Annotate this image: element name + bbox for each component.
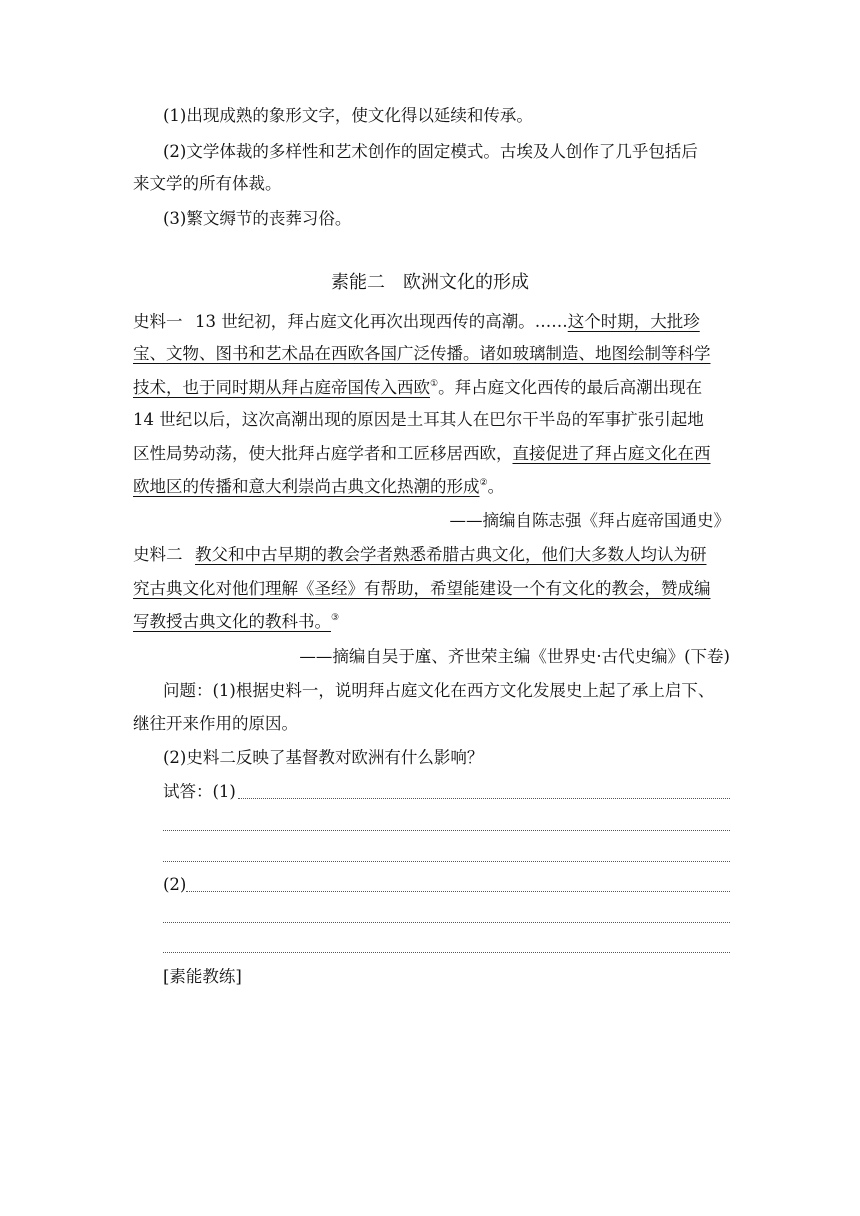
answer-2-blank[interactable]: [186, 891, 730, 892]
section-number: 素能二: [331, 272, 385, 293]
practice-heading: [素能教练]: [163, 967, 242, 986]
answer-2-blank[interactable]: [163, 952, 730, 953]
question-1-cont: 继往开来作用的原因。: [133, 714, 298, 733]
answer-1-blank[interactable]: [238, 798, 730, 799]
underlined-text: 这个时期，大批珍: [567, 312, 700, 331]
s1-source: ——摘编自陈志强《拜占庭帝国通史》: [449, 511, 730, 530]
answer-1-blank[interactable]: [163, 830, 730, 831]
s2-line-1: [133, 545, 730, 565]
underlined-text: 写教授古典文化的教科书。: [133, 612, 331, 631]
s1-line-2: [133, 344, 730, 364]
s2-line-3: [133, 612, 730, 632]
underlined-text: 直接促进了拜占庭文化在西: [512, 444, 711, 463]
s1-line-5: 区性局势动荡，使大批拜占庭学者和工匠移居西欧，直接促进了拜占庭文化在西: [133, 444, 711, 463]
s1-line-1: 史料一 13 世纪初，拜占庭文化再次出现西传的高潮。……这个时期，大批珍: [133, 312, 700, 331]
marker-2: ②: [479, 478, 488, 488]
s1-line-6: 欧地区的传播和意大利崇尚古典文化热潮的形成②。: [133, 477, 505, 496]
answer-1-label: 试答：(1): [163, 782, 236, 801]
marker-1: ①: [430, 379, 439, 389]
s2-line-2: [133, 579, 730, 599]
s1-line-3: 技术，也于同时期从拜占庭帝国传入西欧①。拜占庭文化西传的最后高潮出现在: [133, 378, 703, 397]
intro-point-2-cont: 来文学的所有体裁。: [133, 174, 282, 193]
question-1: 问题：(1)根据史料一，说明拜占庭文化在西方文化发展史上起了承上启下、: [163, 681, 715, 700]
underlined-text: 究古典文化对他们理解《圣经》有帮助，希望能建设一个有文化的教会，赞成编: [133, 579, 711, 598]
s1-line-4: 14 世纪以后，这次高潮出现的原因是土耳其人在巴尔干半岛的军事扩张引起地: [133, 410, 704, 429]
intro-point-1: (1)出现成熟的象形文字，使文化得以延续和传承。: [163, 106, 533, 125]
answer-2-label: (2): [163, 875, 187, 894]
section-title: [0, 272, 860, 294]
intro-point-3: (3)繁文缛节的丧葬习俗。: [163, 209, 352, 228]
underlined-text: 技术，也于同时期从拜占庭帝国传入西欧: [133, 378, 430, 397]
s1-label: 史料一: [133, 312, 183, 331]
answer-2-blank[interactable]: [163, 922, 730, 923]
section-name: 欧洲文化的形成: [403, 272, 529, 293]
underlined-text: 欧地区的传播和意大利崇尚古典文化热潮的形成: [133, 477, 480, 496]
underlined-text: 宝、文物、图书和艺术品在西欧各国广泛传播。诸如玻璃制造、地图绘制等科学: [133, 344, 711, 363]
s2-label: 史料二: [133, 545, 183, 564]
underlined-text: 教父和中古早期的教会学者熟悉希腊古典文化，他们大多数人均认为研: [195, 545, 707, 564]
intro-point-2: (2)文学体裁的多样性和艺术创作的固定模式。古埃及人创作了几乎包括后: [163, 142, 698, 161]
question-2: (2)史料二反映了基督教对欧洲有什么影响？: [163, 748, 484, 767]
s2-source: ——摘编自吴于廑、齐世荣主编《世界史·古代史编》(下卷): [299, 647, 730, 666]
answer-1-blank[interactable]: [163, 861, 730, 862]
marker-3: ③: [331, 613, 340, 623]
